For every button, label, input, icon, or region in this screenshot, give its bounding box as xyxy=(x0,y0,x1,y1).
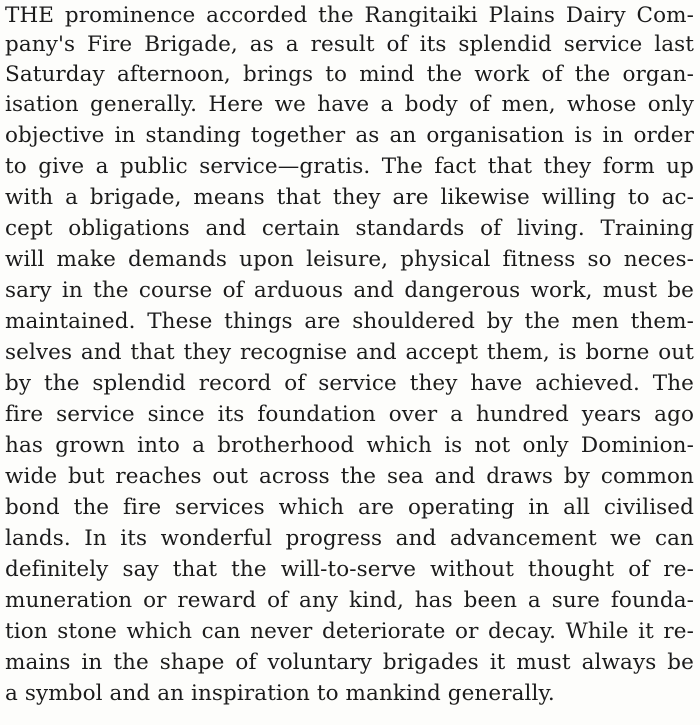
article-line-12: selves and that they recognise and accept them, is borne out xyxy=(5,340,694,365)
article-line-10: sary in the course of arduous and dangerous work, must be xyxy=(5,278,694,303)
article-line-19: definitely say that the will-to-serve without thought of re- xyxy=(5,557,694,582)
article-line-6: to give a public service—gratis. The fact that they form up xyxy=(5,154,694,179)
article-line-8: cept obligations and certain standards of living. Training xyxy=(5,216,694,241)
article-line-15: has grown into a brotherhood which is not only Dominion- xyxy=(5,433,694,458)
article-line-20: muneration or reward of any kind, has been a sure founda- xyxy=(5,588,694,613)
article-line-14: fire service since its foundation over a hundred years ago xyxy=(5,402,694,427)
article-line-22: mains in the shape of voluntary brigades it must always be xyxy=(5,650,694,675)
article-line-7: with a brigade, means that they are likewise willing to ac- xyxy=(5,185,694,210)
article-line-5: objective in standing together as an organisation is in order xyxy=(5,123,694,148)
article-line-17: bond the fire services which are operating in all civilised xyxy=(5,495,694,520)
article-line-1: THE prominence accorded the Rangitaiki Plains Dairy Com- xyxy=(5,3,694,28)
article-line-9: will make demands upon leisure, physical fitness so neces- xyxy=(5,247,694,272)
article-line-13: by the splendid record of service they have achieved. The xyxy=(5,371,694,396)
article-line-18: lands. In its wonderful progress and advancement we can xyxy=(5,526,694,551)
article-line-11: maintained. These things are shouldered by the men them- xyxy=(5,309,694,334)
article-line-16: wide but reaches out across the sea and draws by common xyxy=(5,464,694,489)
article-line-21: tion stone which can never deteriorate or decay. While it re- xyxy=(5,619,694,644)
article-line-4: isation generally. Here we have a body of men, whose only xyxy=(5,92,694,117)
article-line-2: pany's Fire Brigade, as a result of its splendid service last xyxy=(5,32,694,57)
article-line-3: Saturday afternoon, brings to mind the work of the organ- xyxy=(5,62,694,87)
article-line-23: a symbol and an inspiration to mankind generally. xyxy=(5,681,555,706)
